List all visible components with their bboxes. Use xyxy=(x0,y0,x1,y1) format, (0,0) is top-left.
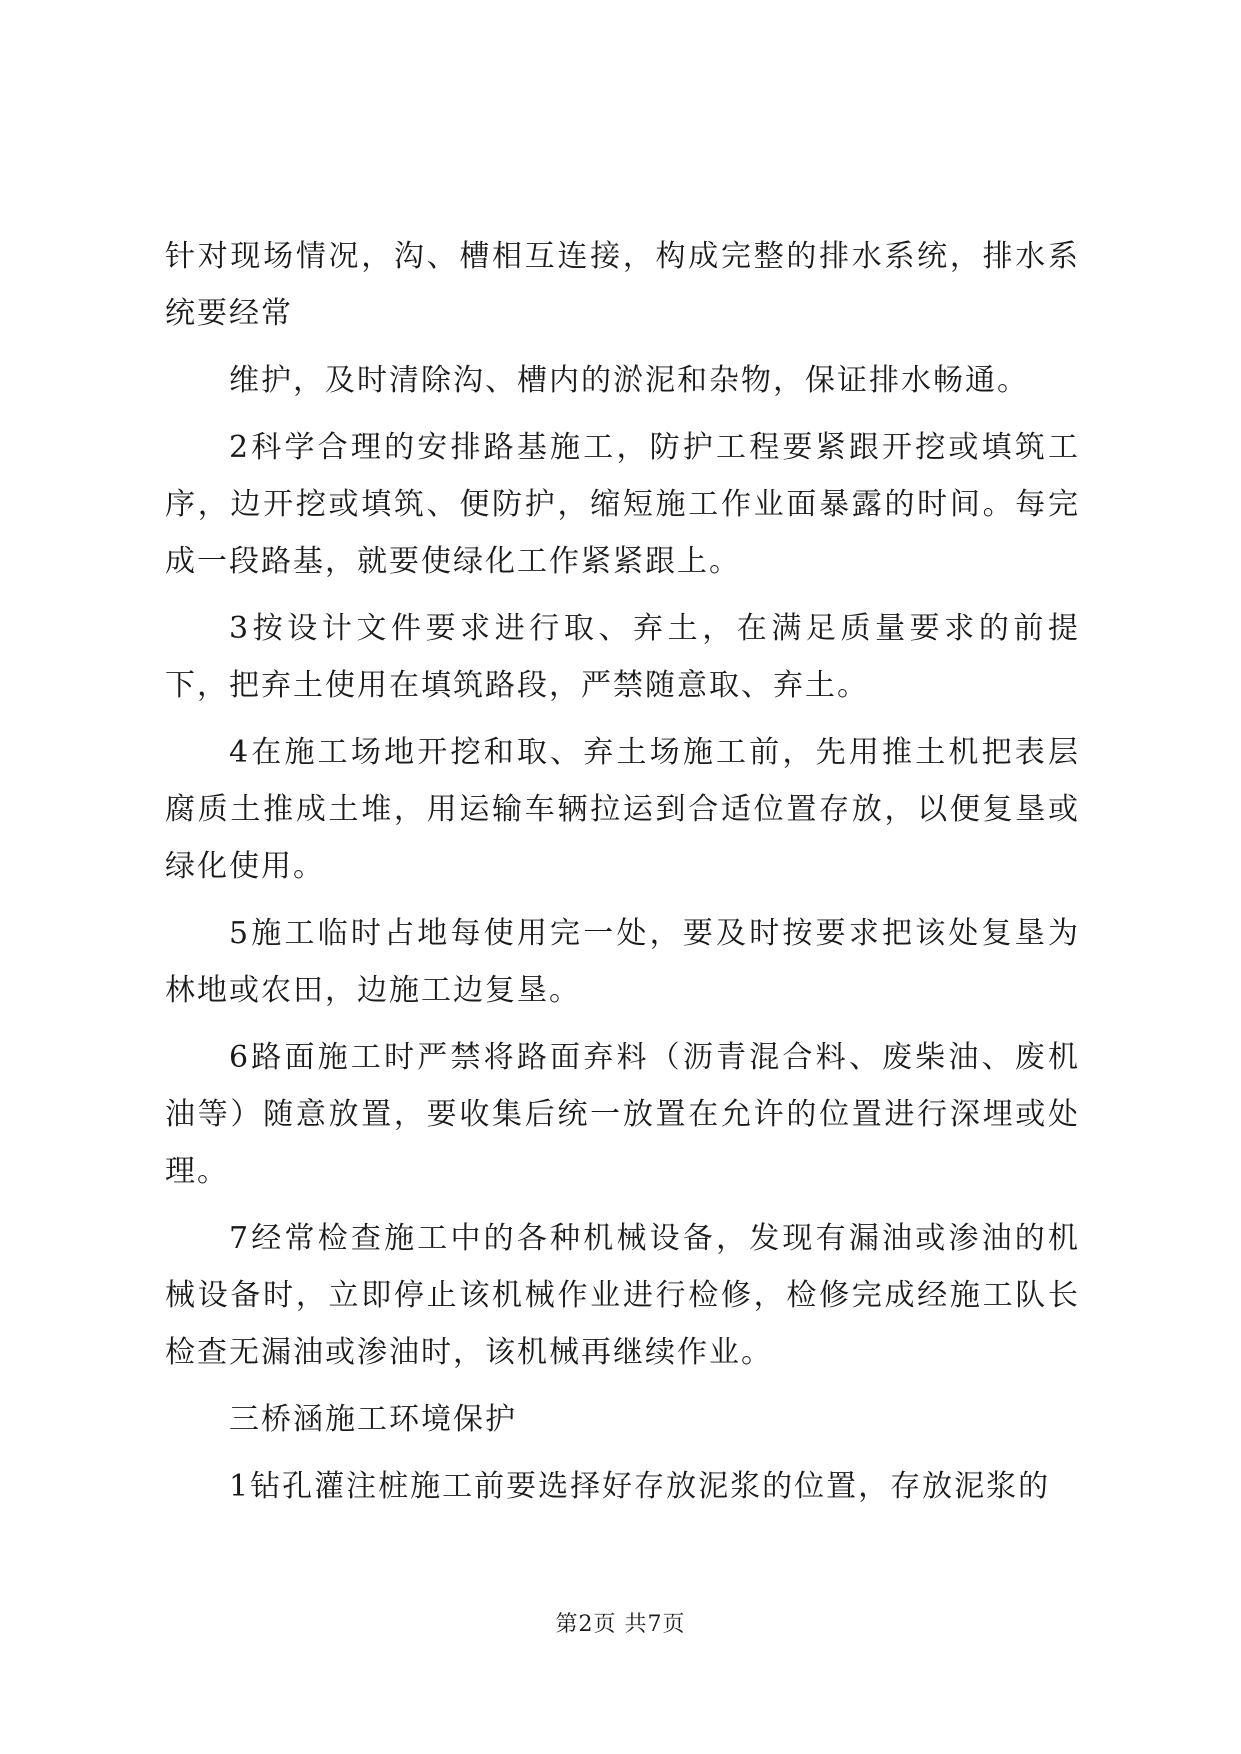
paragraph-2: 维护，及时清除沟、槽内的淤泥和杂物，保证排水畅通。 xyxy=(229,363,1029,398)
section-heading: 三桥涵施工环境保护 xyxy=(229,1402,517,1437)
paragraph-10: 1钻孔灌注桩施工前要选择好存放泥浆的位置，存放泥浆的 xyxy=(229,1469,1051,1504)
page-number-footer: 第2页 共7页 xyxy=(555,1612,686,1637)
paragraph-1: 针对现场情况，沟、槽相互连接，构成完整的排水系统，排水系统要经常 xyxy=(165,239,1080,331)
paragraph-6: 5施工临时占地每使用完一处，要及时按要求把该处复垦为林地或农田，边施工边复垦。 xyxy=(165,916,1080,1008)
paragraph-8: 7经常检查施工中的各种机械设备，发现有漏油或渗油的机械设备时，立即停止该机械作业进行检修，检修完成经施工队长检查无漏油或渗油时，该机械再继续作业。 xyxy=(165,1221,1080,1370)
document-body xyxy=(165,228,1080,1525)
paragraph-5: 4在施工场地开挖和取、弃土场施工前，先用推土机把表层腐质土推成土堆，用运输车辆拉运到合适位置存放，以便复垦或绿化使用。 xyxy=(165,735,1080,884)
paragraph-3: 2科学合理的安排路基施工，防护工程要紧跟开挖或填筑工序，边开挖或填筑、便防护，缩短施工作业面暴露的时间。每完成一段路基，就要使绿化工作紧紧跟上。 xyxy=(165,430,1080,579)
paragraph-4: 3按设计文件要求进行取、弃土，在满足质量要求的前提下，把弃土使用在填筑路段，严禁随意取、弃土。 xyxy=(165,611,1080,703)
paragraph-7: 6路面施工时严禁将路面弃料（沥青混合料、废柴油、废机油等）随意放置，要收集后统一放置在允许的位置进行深埋或处理。 xyxy=(165,1040,1080,1189)
